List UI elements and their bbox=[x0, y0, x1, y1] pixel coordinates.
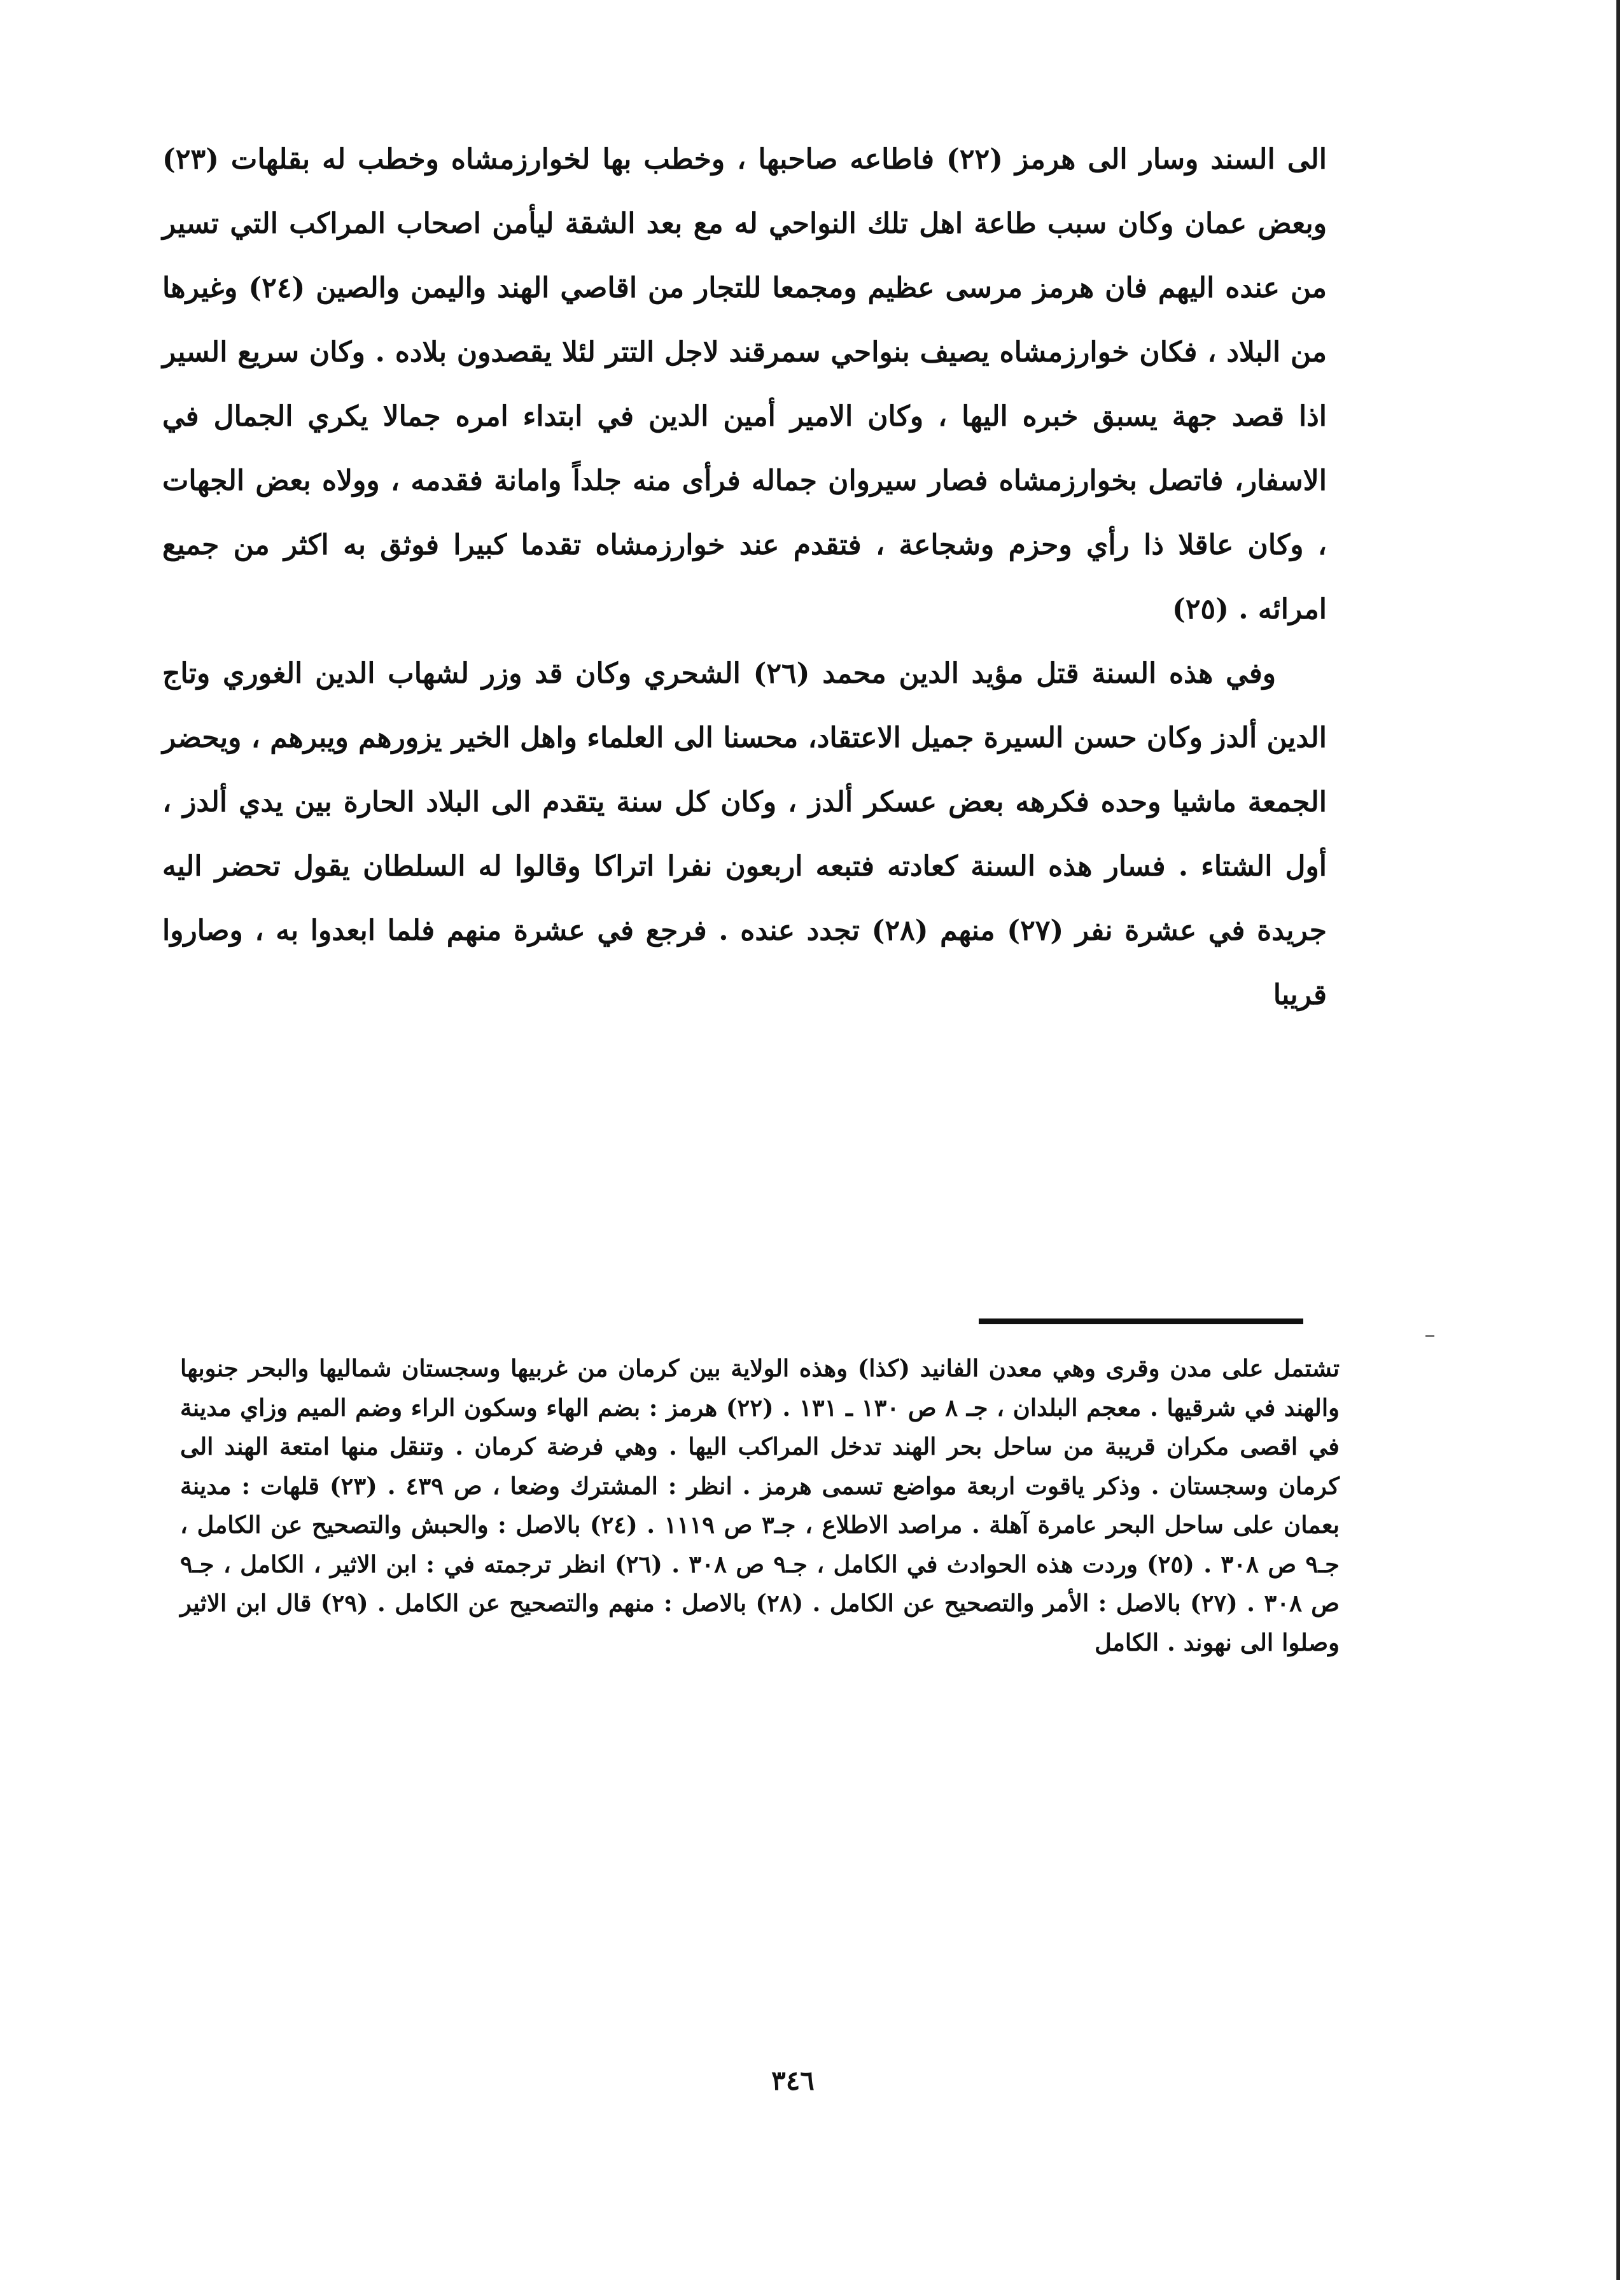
page-number: ٣٤٦ bbox=[771, 2065, 815, 2096]
main-text bbox=[162, 127, 1327, 1027]
footnote-separator bbox=[979, 1318, 1303, 1324]
paragraph: وفي هذه السنة قتل مؤيد الدين محمد (٢٦) الشحري وكان قد وزر لشهاب الدين الغوري وتاج الدين ألدز وكان حسن السيرة جميل الاعتقاد، محسنا الى العلماء واهل الخير يزورهم ويبرهم ، ويحضر الجمعة ماشيا وحده فكرهه بعض عسكر ألدز ، وكان كل سنة يتقدم الى البلاد الحارة بين يدي ألدز ، أول الشتاء . فسار هذه السنة كعادته فتبعه اربعون نفرا اتراكا وقالوا له السلطان يقول تحضر اليه جريدة في عشرة نفر (٢٧) منهم (٢٨) تجدد عنده . فرجع في عشرة منهم فلما ابعدوا به ، وصاروا قريبا bbox=[162, 657, 1327, 1011]
paragraph: الى السند وسار الى هرمز (٢٢) فاطاعه صاحبها ، وخطب بها لخوارزمشاه وخطب له بقلهات (٢٣) وبعض عمان وكان سبب طاعة اهل تلك النواحي له مع بعد الشقة ليأمن اصحاب المراكب التي تسير من عنده اليهم فان هرمز مرسى عظيم ومجمعا للتجار من اقاصي الهند واليمن والصين (٢٤) وغيرها من البلاد ، فكان خوارزمشاه يصيف بنواحي سمرقند لاجل التتر لئلا يقصدون بلاده . وكان سريع السير اذا قصد جهة يسبق خبره اليها ، وكان الامير أمين الدين في ابتداء امره جمالا يكري الجمال في الاسفار، فاتصل بخوارزمشاه فصار سيروان جماله فرأى منه جلداً وامانة فقدمه ، وولاه بعض الجهات ، وكان عاقلا ذا رأي وحزم وشجاعة ، فتقدم عند خوارزمشاه تقدما كبيرا فوثق به اكثر من جميع امرائه . (٢٥) bbox=[162, 143, 1327, 626]
page-edge-rule bbox=[1616, 0, 1620, 2280]
scan-mark bbox=[1425, 1335, 1434, 1337]
footnotes: تشتمل على مدن وقرى وهي معدن الفانيد (كذا) وهذه الولاية بين كرمان من غربيها وسجستان شماليها والبحر جنوبها والهند في شرقيها . معجم البلدان ، جـ ٨ ص ١٣٠ ـ ١٣١ . (٢٢) هرمز : بضم الهاء وسكون الراء وضم الميم وزاي مدينة في اقصى مكران قريبة من ساحل بحر الهند تدخل المراكب اليها . وهي فرضة كرمان . وتنقل منها امتعة الهند الى كرمان وسجستان . وذكر ياقوت اربعة مواضع تسمى هرمز . انظر : المشترك وضعا ، ص ٤٣٩ . (٢٣) قلهات : مدينة بعمان على ساحل البحر عامرة آهلة . مراصد الاطلاع ، جـ٣ ص ١١١٩ . (٢٤) بالاصل : والحبش والتصحيح عن الكامل ، جـ٩ ص ٣٠٨ . (٢٥) وردت هذه الحوادث في الكامل ، جـ٩ ص ٣٠٨ . (٢٦) انظر ترجمته في : ابن الاثير ، الكامل ، جـ٩ ص ٣٠٨ . (٢٧) بالاصل : الأمر والتصحيح عن الكامل . (٢٨) بالاصل : منهم والتصحيح عن الكامل . (٢٩) قال ابن الاثير وصلوا الى نهوند . الكامل bbox=[180, 1354, 1340, 1656]
